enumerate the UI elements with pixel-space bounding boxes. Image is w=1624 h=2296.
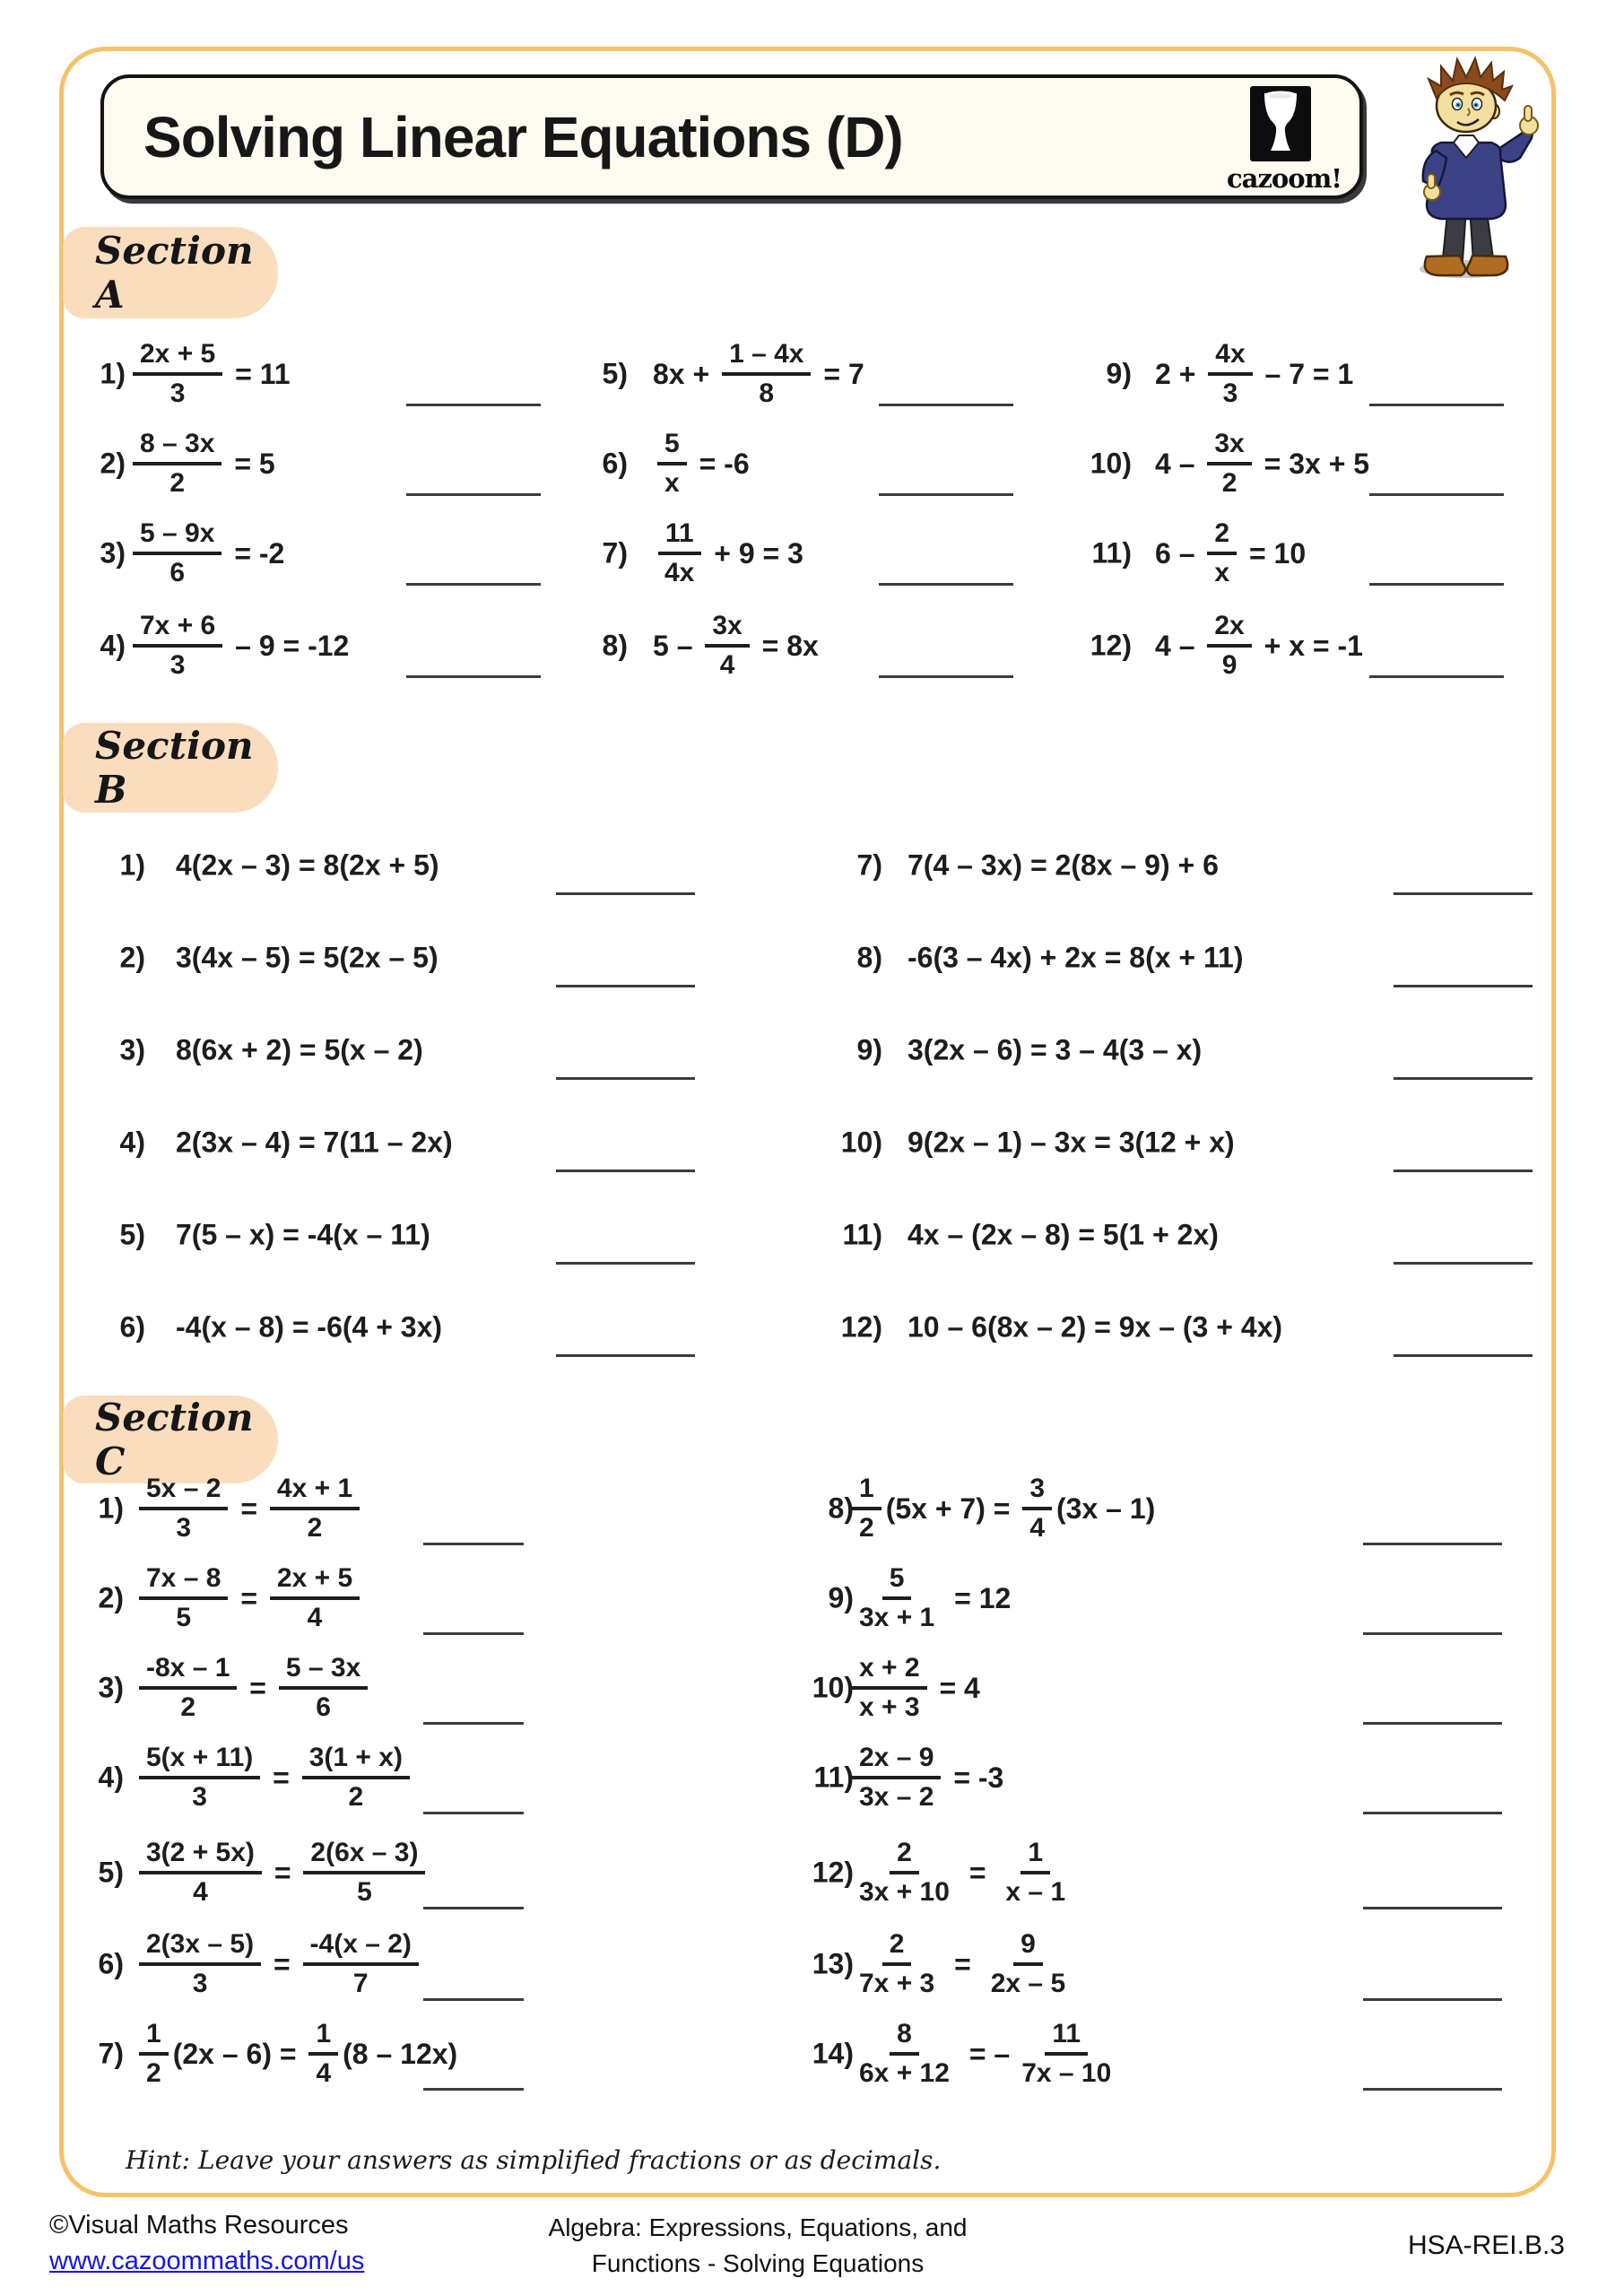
fraction-numerator: 2	[1207, 518, 1237, 555]
fraction-denominator: 3	[192, 1782, 207, 1812]
fraction-denominator: 5	[357, 1877, 372, 1907]
fraction-numerator: 2(3x – 5)	[139, 1929, 261, 1966]
item-number: 4)	[100, 629, 126, 662]
fraction-numerator: -8x – 1	[139, 1653, 237, 1690]
fraction-denominator: 3	[176, 1513, 192, 1543]
fraction-numerator: 2	[882, 1929, 912, 1966]
answer-line[interactable]	[1363, 1543, 1502, 1545]
equation	[847, 1474, 1155, 1544]
fraction-numerator: 2x	[1207, 611, 1251, 648]
item-number: 9)	[1106, 357, 1132, 390]
equation-text: 6 –	[1155, 536, 1203, 570]
fraction	[852, 1653, 927, 1723]
fraction	[705, 611, 749, 681]
fraction-numerator: 1	[308, 2019, 338, 2056]
fraction-denominator: x – 1	[1005, 1877, 1066, 1907]
equation	[1155, 339, 1353, 409]
equation-text: (3x – 1)	[1056, 1492, 1156, 1525]
section-label: Section B	[63, 723, 278, 813]
fraction-denominator: 2x – 5	[990, 1969, 1066, 1998]
fraction	[852, 1474, 881, 1544]
equation-text: -4(x – 8) = -6(4 + 3x)	[176, 1310, 443, 1344]
fraction	[139, 1743, 260, 1813]
fraction	[852, 1563, 942, 1633]
equation	[847, 1838, 1077, 1908]
fraction-numerator: 1 – 4x	[722, 339, 811, 376]
answer-line[interactable]	[423, 1722, 524, 1725]
answer-line[interactable]	[1369, 404, 1504, 406]
fraction	[657, 518, 701, 588]
fraction	[984, 1929, 1073, 1999]
equation	[176, 849, 439, 883]
fraction-numerator: 8 – 3x	[133, 429, 221, 465]
answer-line[interactable]	[1363, 1632, 1502, 1635]
equation-text: =	[232, 1492, 265, 1525]
item-number: 11)	[1091, 536, 1132, 570]
answer-line[interactable]	[406, 493, 541, 496]
answer-line[interactable]	[1394, 1077, 1533, 1080]
fraction-numerator: 1	[139, 2019, 169, 2056]
item-number: 12)	[1090, 629, 1132, 662]
fraction	[133, 429, 221, 499]
item-number: 9)	[828, 1581, 854, 1614]
item-number: 6)	[602, 447, 628, 480]
fraction	[139, 1653, 237, 1723]
equation	[176, 942, 439, 975]
item-number: 12)	[840, 1310, 882, 1344]
equation	[653, 611, 819, 681]
equation	[908, 942, 1243, 975]
fraction	[308, 2019, 338, 2089]
item-number: 2)	[98, 1581, 124, 1614]
fraction-numerator: x + 2	[852, 1653, 927, 1690]
equation	[847, 2019, 1123, 2089]
answer-line[interactable]	[423, 1632, 524, 1635]
equation-text: + 9 = 3	[706, 536, 803, 570]
equation	[135, 1653, 372, 1723]
equation-text: (2x – 6) =	[172, 2037, 305, 2070]
equation-text: =	[232, 1581, 265, 1614]
equation	[135, 1474, 364, 1544]
answer-line[interactable]	[556, 985, 695, 987]
item-number: 2)	[100, 447, 126, 480]
fraction-numerator: 2x + 5	[133, 339, 222, 376]
page-title: Solving Linear Equations (D)	[143, 104, 903, 170]
equation-text: = 5	[226, 447, 275, 480]
fraction-numerator: 8	[890, 2019, 919, 2056]
footer-topic-line2: Functions - Solving Equations	[591, 2249, 925, 2277]
equation	[135, 1563, 364, 1633]
equation	[1155, 611, 1363, 681]
item-number: 5)	[602, 357, 628, 390]
item-number: 2)	[119, 941, 145, 974]
answer-line[interactable]	[556, 1354, 695, 1357]
fraction-denominator: 7x – 10	[1021, 2058, 1112, 2088]
equation-text: 10 – 6(8x – 2) = 9x – (3 + 4x)	[908, 1310, 1283, 1344]
equation	[135, 1743, 414, 1813]
answer-line[interactable]	[1394, 892, 1533, 895]
equation-text: (8 – 12x)	[343, 2037, 458, 2070]
fraction-numerator: 2x – 9	[852, 1743, 941, 1779]
equation-text: (5x + 7) =	[885, 1492, 1019, 1525]
fraction	[270, 1563, 360, 1633]
section-label: Section C	[63, 1396, 278, 1483]
fraction-numerator: 11	[658, 518, 701, 555]
fraction-numerator: 5 – 9x	[133, 518, 221, 555]
equation	[176, 1034, 423, 1067]
item-number: 6)	[119, 1310, 145, 1344]
item-number: 12)	[812, 1856, 854, 1889]
fraction-numerator: 9	[1013, 1929, 1043, 1966]
fraction	[722, 339, 811, 409]
equation-text: 7(5 – x) = -4(x – 11)	[176, 1218, 430, 1251]
answer-line[interactable]	[423, 1998, 524, 2001]
fraction-denominator: 7	[352, 1969, 369, 1998]
answer-line[interactable]	[406, 404, 541, 406]
equation-text: 8x +	[653, 357, 718, 390]
fraction-denominator: x	[1214, 558, 1230, 587]
fraction-numerator: 5(x + 11)	[139, 1743, 260, 1779]
answer-line[interactable]	[879, 404, 1013, 406]
item-number: 6)	[98, 1947, 124, 1980]
equation-text: 9(2x – 1) – 3x = 3(12 + x)	[908, 1126, 1235, 1159]
answer-line[interactable]	[1394, 985, 1533, 987]
equation-text: = 8x	[753, 629, 819, 662]
fraction-denominator: 4	[307, 1603, 323, 1632]
item-number: 10)	[812, 1671, 854, 1704]
fraction-numerator: -4(x – 2)	[303, 1929, 419, 1966]
fraction-numerator: 3	[1022, 1474, 1052, 1510]
item-number: 3)	[119, 1033, 145, 1066]
fraction-denominator: 3x – 2	[859, 1782, 934, 1812]
equation-text: 4 –	[1155, 447, 1203, 480]
fraction-denominator: 4x	[664, 558, 695, 587]
title-box	[100, 74, 1363, 199]
equation-text: = 7	[815, 357, 864, 390]
equation	[128, 518, 284, 588]
equation	[653, 518, 803, 588]
fraction	[133, 339, 222, 409]
equation	[847, 1653, 980, 1723]
footer-topic-line1: Algebra: Expressions, Equations, and	[548, 2213, 968, 2241]
fraction	[1207, 518, 1237, 588]
item-number: 8)	[602, 629, 628, 662]
equation-text: 5 –	[653, 629, 701, 662]
fraction-numerator: 11	[1045, 2019, 1088, 2056]
cazoom-logo-text: cazoom!	[1227, 163, 1342, 194]
fraction-denominator: 3	[1222, 378, 1238, 408]
fraction-denominator: 2	[169, 468, 186, 498]
fraction-denominator: 5	[176, 1603, 192, 1632]
item-number: 10)	[840, 1126, 882, 1159]
equation	[128, 339, 291, 409]
fraction-numerator: 1	[1020, 1838, 1050, 1874]
item-number: 5)	[98, 1856, 124, 1889]
answer-line[interactable]	[423, 1812, 524, 1814]
fraction	[303, 1929, 419, 1999]
fraction	[133, 518, 221, 588]
equation-text: = -2	[226, 536, 285, 570]
fraction-numerator: 5	[882, 1563, 912, 1600]
fraction-denominator: 6x + 12	[859, 2058, 950, 2088]
answer-line[interactable]	[879, 493, 1013, 496]
fraction-denominator: 4	[316, 2058, 332, 2088]
fraction-numerator: 3x	[705, 611, 749, 648]
fraction-numerator: 3(2 + 5x)	[139, 1838, 262, 1874]
answer-line[interactable]	[879, 675, 1013, 678]
equation	[128, 429, 275, 499]
fraction-denominator: 2	[348, 1782, 364, 1812]
fraction	[139, 1474, 228, 1544]
footer-link[interactable]: www.cazoommaths.com/us	[49, 2247, 365, 2275]
answer-line[interactable]	[1394, 1354, 1533, 1357]
equation-text: 3(2x – 6) = 3 – 4(3 – x)	[908, 1033, 1203, 1066]
equation-text: =	[265, 1947, 299, 1980]
equation-text: =	[241, 1671, 274, 1704]
fraction-denominator: x	[664, 468, 680, 498]
footer-standard-code: HSA-REI.B.3	[1407, 2231, 1565, 2260]
fraction	[657, 429, 687, 499]
equation	[847, 1563, 1011, 1633]
item-number: 3)	[98, 1671, 124, 1704]
fraction	[139, 1929, 261, 1999]
answer-line[interactable]	[423, 1543, 524, 1545]
equation-text: 4x – (2x – 8) = 5(1 + 2x)	[908, 1218, 1219, 1251]
fraction	[302, 1743, 410, 1813]
footer-copyright: ©Visual Maths Resources	[49, 2211, 349, 2239]
item-number: 9)	[856, 1033, 882, 1066]
fraction-numerator: 5 – 3x	[279, 1653, 368, 1690]
item-number: 5)	[119, 1218, 145, 1251]
answer-line[interactable]	[423, 1907, 524, 1909]
answer-line[interactable]	[1394, 1262, 1533, 1265]
equation	[653, 339, 864, 409]
fraction	[852, 1838, 957, 1908]
answer-line[interactable]	[1369, 675, 1504, 678]
item-number: 10)	[1090, 447, 1132, 480]
fraction-numerator: 4x	[1208, 339, 1252, 376]
equation-text: = 10	[1241, 536, 1307, 570]
fraction-numerator: 1	[852, 1474, 881, 1510]
item-number: 8)	[856, 941, 882, 974]
equation-text: = –	[960, 2037, 1011, 2070]
fraction-denominator: 2	[859, 1513, 874, 1543]
fraction-denominator: 6	[316, 1692, 331, 1722]
item-number: 3)	[100, 536, 126, 570]
equation-text: 8(6x + 2) = 5(x – 2)	[176, 1033, 423, 1066]
item-number: 4)	[119, 1126, 145, 1159]
equation-text: 3(4x – 5) = 5(2x – 5)	[176, 941, 439, 974]
fraction-numerator: 2	[890, 1838, 919, 1874]
fraction-numerator: 4x + 1	[270, 1474, 360, 1510]
answer-line[interactable]	[1363, 1907, 1502, 1909]
equation-text: 4 –	[1155, 629, 1203, 662]
fraction-numerator: 5x – 2	[139, 1474, 228, 1510]
fraction	[279, 1653, 368, 1723]
fraction	[303, 1838, 425, 1908]
equation	[847, 1743, 1003, 1813]
fraction-denominator: 2	[180, 1692, 196, 1722]
fraction-denominator: 2	[1221, 468, 1238, 498]
fraction-denominator: 3x + 1	[859, 1603, 935, 1632]
item-number: 7)	[602, 536, 628, 570]
item-number: 13)	[812, 1947, 854, 1980]
fraction-numerator: 5	[657, 429, 687, 465]
fraction	[852, 1929, 942, 1999]
item-number: 14)	[812, 2037, 854, 2070]
item-number: 1)	[98, 1492, 124, 1525]
hint-text: Hint: Leave your answers as simplified fractions or as decimals.	[126, 2145, 942, 2175]
equation	[1155, 429, 1369, 499]
fraction	[1208, 339, 1252, 409]
item-number: 8)	[828, 1492, 854, 1525]
mascot-boy-icon	[1385, 54, 1547, 283]
equation	[908, 1311, 1282, 1344]
fraction-numerator: 2x + 5	[270, 1563, 360, 1600]
equation-text: 4(2x – 3) = 8(2x + 5)	[176, 848, 439, 882]
equation-text: =	[946, 1947, 979, 1980]
answer-line[interactable]	[423, 2088, 524, 2091]
equation	[135, 1929, 423, 1999]
answer-line[interactable]	[1363, 1812, 1502, 1814]
equation-text: + x = -1	[1255, 629, 1363, 662]
item-number: 11)	[842, 1218, 882, 1251]
equation-text: = 4	[931, 1671, 980, 1704]
answer-line[interactable]	[556, 1077, 695, 1080]
fraction	[998, 1838, 1073, 1908]
equation	[135, 2019, 457, 2089]
fraction	[139, 1838, 262, 1908]
fraction-denominator: 6	[169, 558, 186, 587]
fraction	[852, 2019, 957, 2089]
cazoom-logo	[1227, 86, 1342, 194]
fraction-denominator: 3	[169, 378, 186, 408]
item-number: 4)	[98, 1761, 124, 1794]
answer-line[interactable]	[556, 1262, 695, 1265]
fraction	[139, 1563, 228, 1633]
equation-text: = -3	[945, 1761, 1004, 1794]
item-number: 7)	[856, 848, 882, 882]
fraction-numerator: 2(6x – 3)	[303, 1838, 425, 1874]
equation-text: – 7 = 1	[1256, 357, 1354, 390]
equation	[176, 1126, 453, 1160]
fraction	[1022, 1474, 1052, 1544]
fraction-denominator: 2	[146, 2058, 161, 2088]
fraction	[1207, 611, 1251, 681]
item-number: 11)	[813, 1761, 854, 1794]
equation	[908, 1219, 1219, 1252]
equation-text: = -6	[690, 447, 750, 480]
answer-line[interactable]	[1363, 1722, 1502, 1725]
item-number: 1)	[119, 848, 145, 882]
fraction	[139, 2019, 169, 2089]
item-number: 7)	[98, 2037, 124, 2070]
equation-text: 2 +	[1155, 357, 1204, 390]
answer-line[interactable]	[406, 583, 541, 586]
equation	[1155, 518, 1306, 588]
equation	[847, 1929, 1077, 1999]
equation	[908, 849, 1219, 883]
equation-text: = 3x + 5	[1255, 447, 1370, 480]
fraction	[270, 1474, 360, 1544]
equation	[908, 1126, 1235, 1160]
equation	[908, 1034, 1202, 1067]
fraction-denominator: 9	[1221, 650, 1238, 680]
answer-line[interactable]	[1363, 1998, 1502, 2001]
equation-text: = 12	[946, 1581, 1012, 1614]
equation-text: = 11	[227, 357, 291, 390]
fraction-denominator: 3	[192, 1969, 208, 1998]
answer-line[interactable]	[1369, 493, 1504, 496]
fraction-denominator: 8	[759, 378, 775, 408]
fraction-denominator: 4	[193, 1877, 208, 1907]
fraction-numerator: 3x	[1207, 429, 1251, 465]
answer-line[interactable]	[406, 675, 541, 678]
equation	[128, 611, 349, 681]
answer-line[interactable]	[1394, 1170, 1533, 1172]
equation-text: =	[265, 1856, 300, 1889]
equation	[135, 1838, 430, 1908]
section-label: Section A	[63, 227, 278, 318]
fraction-denominator: 4	[1029, 1513, 1046, 1543]
equation-text: 7(4 – 3x) = 2(8x – 9) + 6	[908, 848, 1219, 882]
fraction-denominator: 3x + 10	[859, 1877, 950, 1907]
equation-text: =	[265, 1761, 298, 1794]
answer-line[interactable]	[556, 1170, 695, 1172]
fraction-denominator: 4	[719, 650, 735, 680]
equation-text: =	[960, 1856, 994, 1889]
fraction	[1207, 429, 1251, 499]
fraction-denominator: x + 3	[859, 1692, 920, 1722]
answer-line[interactable]	[556, 892, 695, 895]
fraction-numerator: 7x – 8	[139, 1563, 228, 1600]
cazoom-goblet-icon	[1250, 86, 1311, 161]
equation-text: -6(3 – 4x) + 2x = 8(x + 11)	[908, 941, 1244, 974]
fraction	[852, 1743, 941, 1813]
equation-text: – 9 = -12	[227, 629, 350, 662]
fraction	[133, 611, 222, 681]
answer-line[interactable]	[1363, 2088, 1502, 2091]
fraction-denominator: 2	[307, 1513, 323, 1543]
answer-line[interactable]	[1369, 583, 1504, 586]
item-number: 1)	[100, 357, 126, 390]
fraction	[1014, 2019, 1118, 2089]
equation	[176, 1219, 430, 1252]
fraction-numerator: 7x + 6	[133, 611, 222, 648]
equation	[176, 1311, 442, 1344]
fraction-denominator: 3	[169, 650, 186, 680]
answer-line[interactable]	[879, 583, 1013, 586]
fraction-denominator: 7x + 3	[859, 1969, 935, 1998]
fraction-numerator: 3(1 + x)	[302, 1743, 410, 1779]
equation	[653, 429, 750, 499]
equation-text: 2(3x – 4) = 7(11 – 2x)	[176, 1126, 453, 1159]
